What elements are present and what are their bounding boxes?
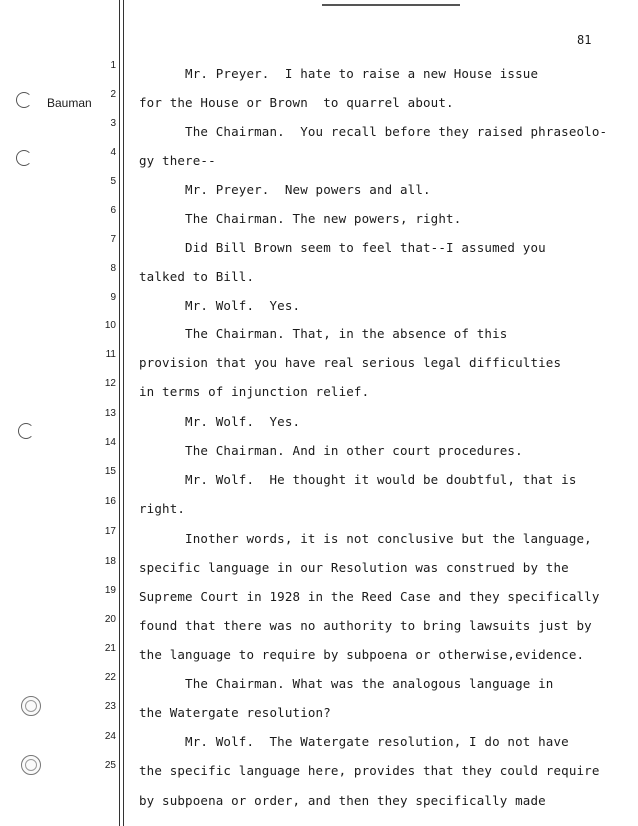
line-number: 22 <box>104 672 116 683</box>
line-number: 11 <box>105 349 116 360</box>
line-number: 2 <box>110 89 116 100</box>
line-number: 10 <box>104 320 116 331</box>
line-number: 19 <box>104 585 116 596</box>
transcript-line: Mr. Preyer. I hate to raise a new House issue <box>139 66 539 81</box>
transcript-line: for the House or Brown to quarrel about. <box>139 95 454 110</box>
line-number: 8 <box>110 263 116 274</box>
line-number: 9 <box>110 292 116 303</box>
transcript-line: talked to Bill. <box>139 269 255 284</box>
margin-note: Bauman <box>47 96 92 110</box>
transcript-line: found that there was no authority to bring lawsuits just by <box>139 618 592 633</box>
transcript-line: The Chairman. And in other court procedures. <box>139 443 523 458</box>
line-number: 7 <box>110 234 116 245</box>
transcript-line: Supreme Court in 1928 in the Reed Case and they specifically <box>139 589 600 604</box>
line-number: 4 <box>110 147 116 158</box>
line-number: 12 <box>104 378 116 389</box>
margin-mark-1 <box>16 92 32 108</box>
top-edge-mark <box>322 0 460 6</box>
margin-mark-3 <box>18 423 34 439</box>
transcript-line: The Chairman. That, in the absence of this <box>139 326 508 341</box>
transcript-line: provision that you have real serious legal difficulties <box>139 355 562 370</box>
transcript-line: the specific language here, provides that they could require <box>139 763 600 778</box>
line-number: 24 <box>104 731 116 742</box>
line-number: 17 <box>104 526 116 537</box>
line-number: 16 <box>104 496 116 507</box>
transcript-line: Mr. Wolf. The Watergate resolution, I do not have <box>139 734 569 749</box>
line-number: 23 <box>104 701 116 712</box>
line-number: 6 <box>110 205 116 216</box>
line-number: 21 <box>104 643 116 654</box>
transcript-line: specific language in our Resolution was construed by the <box>139 560 569 575</box>
transcript-line: Mr. Wolf. Yes. <box>139 298 301 313</box>
line-number: 3 <box>110 118 116 129</box>
transcript-line: in terms of injunction relief. <box>139 384 370 399</box>
transcript-line: Mr. Preyer. New powers and all. <box>139 182 431 197</box>
page-number: 81 <box>577 33 592 47</box>
margin-mark-2 <box>16 150 32 166</box>
transcript-line: the language to require by subpoena or otherwise,evidence. <box>139 647 585 662</box>
line-number: 18 <box>104 556 116 567</box>
transcript-line: The Chairman. The new powers, right. <box>139 211 462 226</box>
line-number: 1 <box>110 60 116 71</box>
transcript-line: the Watergate resolution? <box>139 705 331 720</box>
transcript-line: The Chairman. You recall before they raised phraseolo- <box>139 124 608 139</box>
line-number: 25 <box>104 760 116 771</box>
punch-hole-1 <box>21 696 41 716</box>
line-number: 13 <box>104 408 116 419</box>
transcript-line: gy there-- <box>139 153 216 168</box>
transcript-line: The Chairman. What was the analogous language in <box>139 676 554 691</box>
margin-rule-left <box>119 0 120 826</box>
transcript-line: Inother words, it is not conclusive but the language, <box>139 531 592 546</box>
transcript-line: Did Bill Brown seem to feel that--I assumed you <box>139 240 546 255</box>
transcript-line: by subpoena or order, and then they specifically made <box>139 793 546 808</box>
transcript-line: Mr. Wolf. He thought it would be doubtful, that is <box>139 472 577 487</box>
line-number: 20 <box>104 614 116 625</box>
line-number: 5 <box>110 176 116 187</box>
line-number: 15 <box>104 466 116 477</box>
transcript-line: right. <box>139 501 186 516</box>
punch-hole-2 <box>21 755 41 775</box>
transcript-line: Mr. Wolf. Yes. <box>139 414 301 429</box>
margin-rule-right <box>123 0 124 826</box>
line-number: 14 <box>104 437 116 448</box>
